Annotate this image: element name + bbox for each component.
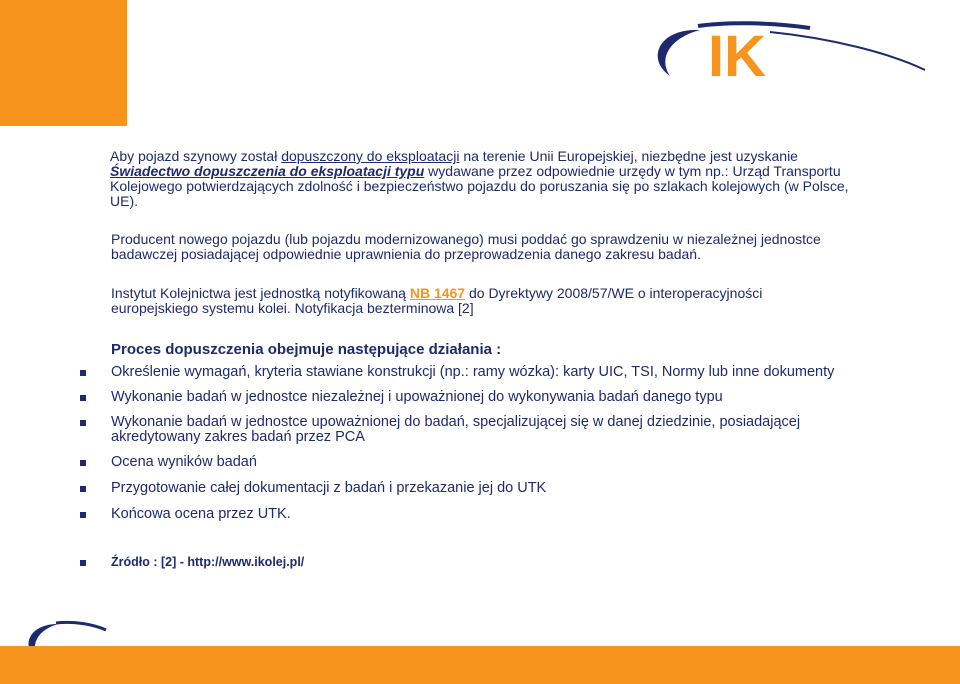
list-item-text: Wykonanie badań w jednostce niezależnej i upoważnionej do wykonywania badań danego typu	[111, 389, 723, 405]
list-item	[80, 481, 840, 496]
logo-swirl-icon	[658, 30, 700, 76]
list-item-text: Końcowa ocena przez UTK.	[111, 506, 291, 522]
list-item-text: Określenie wymagań, kryteria stawiane konstrukcji (np.: ramy wózka): karty UIC, TSI, Normy lub inne dokumenty	[111, 364, 835, 380]
square-bullet-icon	[80, 370, 86, 376]
intro-paragraph	[110, 149, 850, 209]
square-bullet-icon	[80, 420, 86, 426]
list-item-text: Ocena wyników badań	[111, 454, 257, 470]
list-item	[80, 415, 840, 445]
source-item	[80, 555, 840, 570]
intro-text: wydawane przez odpowiednie urzędy w tym np.: Urząd Transportu Kolejowego potwierdzających zdolność i bezpieczeństwo pojazdu do poruszania się po szlakach kolejowych (w Polsce, UE).	[110, 163, 849, 209]
institute-text: do Dyrektywy 2008/57/WE o interoperacyjności europejskiego systemu kolei. Notyfikacja bezterminowa [2]	[111, 285, 763, 316]
nb-1467-link[interactable]: NB 1467	[409, 285, 466, 301]
producer-paragraph: Producent nowego pojazdu (lub pojazdu modernizowanego) musi poddać go sprawdzeniu w niezależnej jednostce badawczej posiadającej odpowiednie uprawnienia do przeprowadzenia danego zakresu badań.	[111, 231, 821, 262]
list-item	[80, 390, 840, 405]
ik-logo	[640, 18, 940, 88]
intro-text: na terenie Unii Europejskiej, niezbędne jest uzyskanie	[459, 148, 798, 164]
list-item-text: Przygotowanie całej dokumentacji z badań i przekazanie jej do UTK	[111, 480, 547, 496]
logo-text: IK	[708, 24, 766, 88]
square-bullet-icon	[80, 395, 86, 401]
orange-corner-block	[0, 0, 127, 126]
process-heading: Proces dopuszczenia obejmuje następujące działania :	[111, 341, 502, 358]
eksploatacja-link[interactable]: dopuszczony do eksploatacji	[281, 148, 460, 164]
square-bullet-icon	[80, 486, 86, 492]
square-bullet-icon	[80, 460, 86, 466]
list-item	[80, 365, 840, 380]
process-list	[80, 365, 840, 570]
logo-arc-icon	[770, 32, 925, 70]
orange-footer-band	[0, 646, 960, 684]
square-bullet-icon	[80, 512, 86, 518]
list-item	[80, 455, 840, 470]
institute-paragraph	[111, 286, 831, 316]
swiadectwo-link[interactable]: Świadectwo dopuszczenia do eksploatacji typu	[110, 163, 425, 179]
square-bullet-icon	[80, 560, 86, 566]
list-item	[80, 507, 840, 522]
list-item-text: Wykonanie badań w jednostce upoważnionej do badań, specjalizującej się w danej dziedzinie, posiadającej akredytowany zakres badań przez PCA	[111, 414, 801, 445]
source-text[interactable]: Źródło : [2] - http://www.ikolej.pl/	[111, 555, 305, 569]
intro-text: Aby pojazd szynowy został	[110, 148, 282, 164]
institute-text: Instytut Kolejnictwa jest jednostką notyfikowaną	[111, 285, 410, 301]
